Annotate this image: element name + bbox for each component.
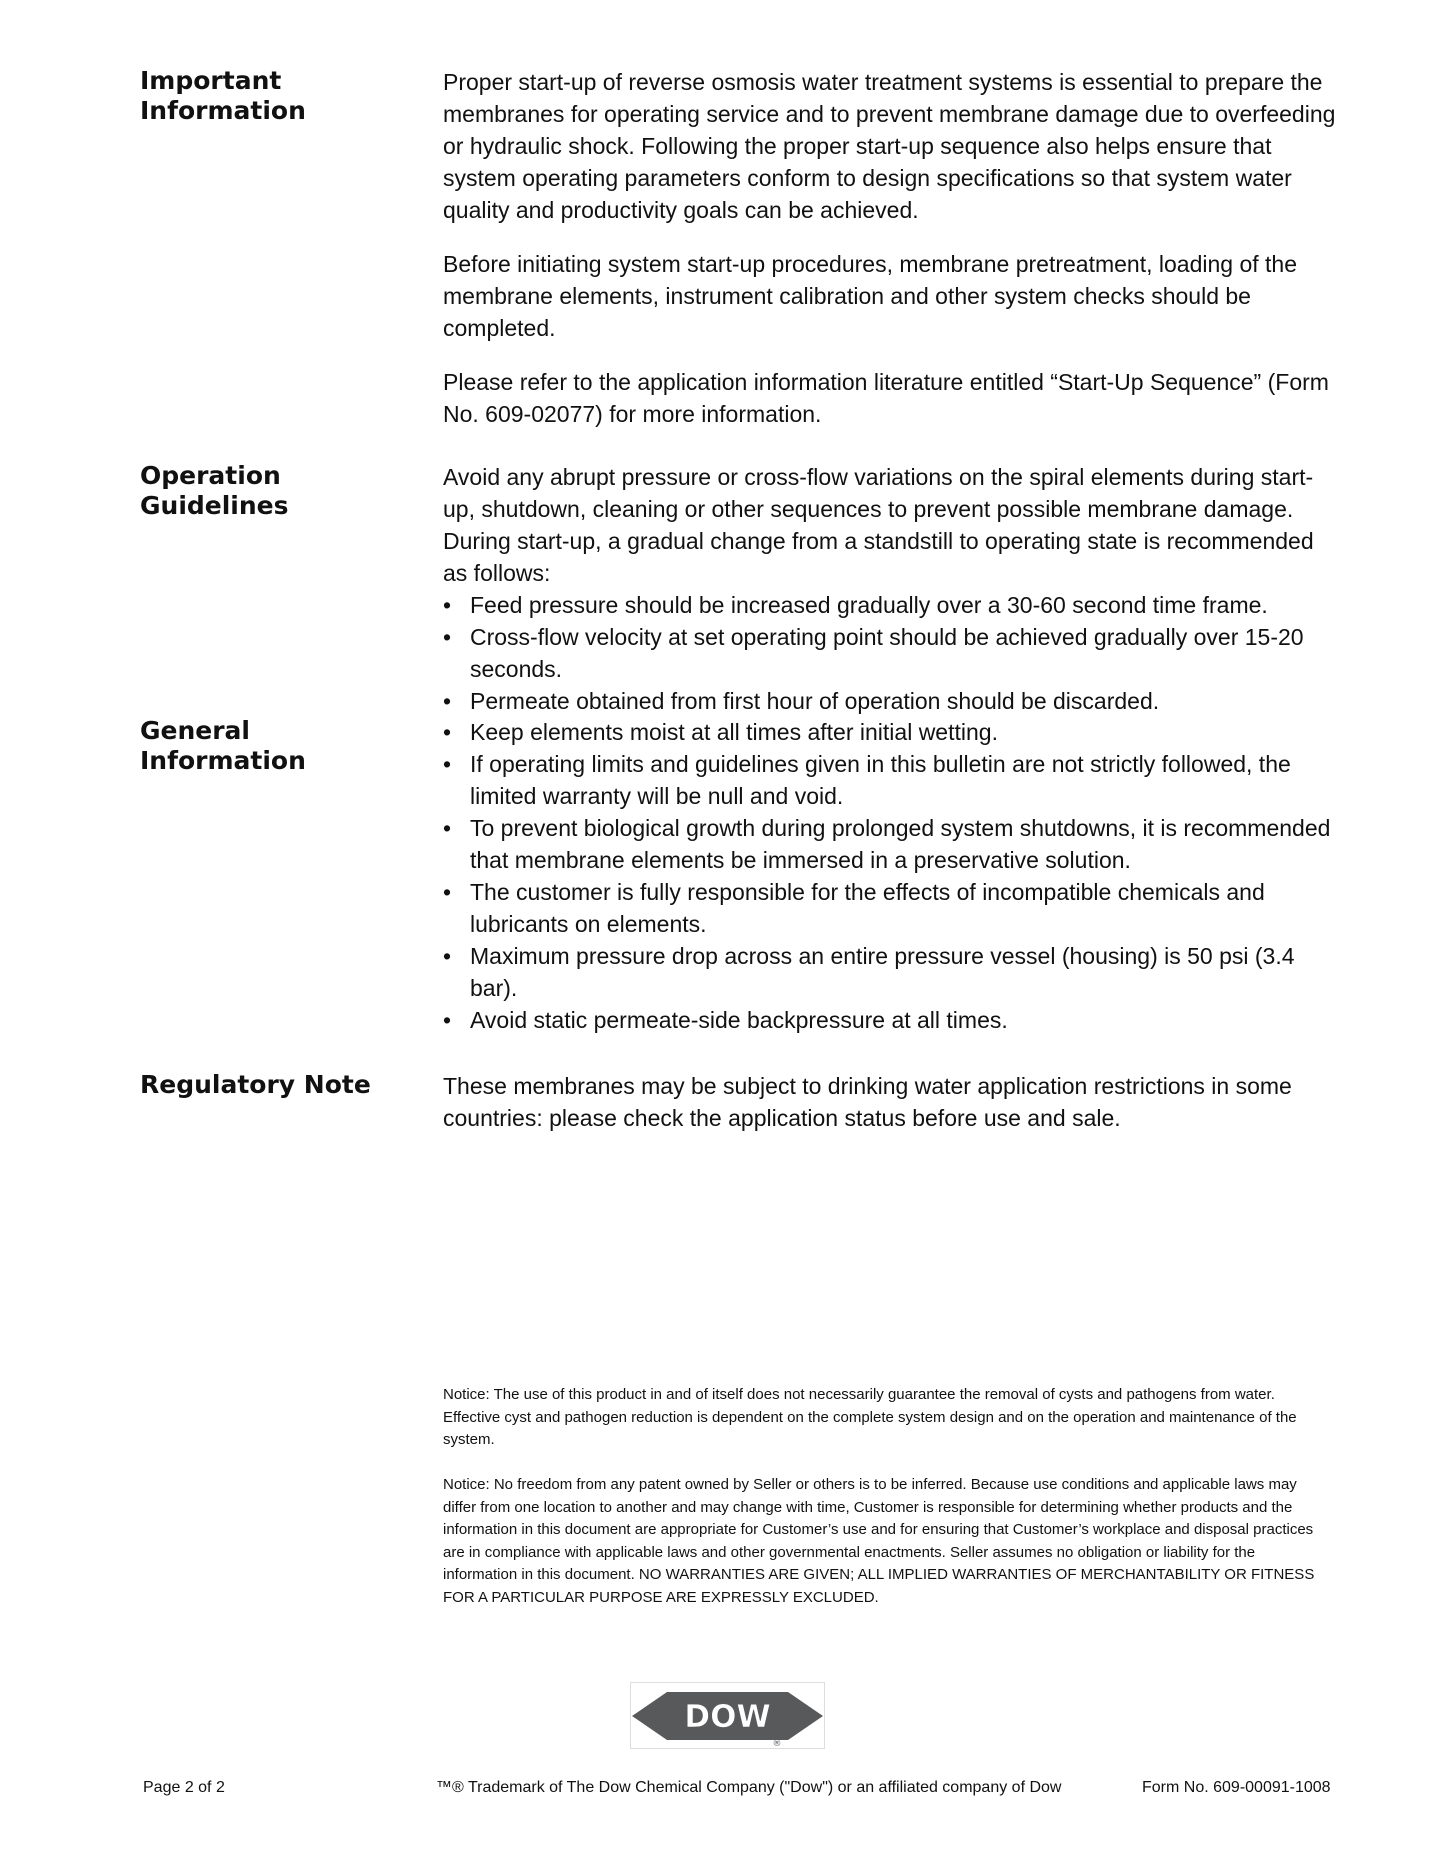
paragraph: Proper start-up of reverse osmosis water treatment systems is essential to prepare the membranes for operating service and to prevent membrane damage due to overfeeding or hydraulic shock. Following the proper start-up sequence also helps ensure that system operating parameters conform to design specifications so that system water quality and productivity goals can be achieved. — [443, 69, 1336, 223]
footer-trademark: ™® Trademark of The Dow Chemical Company ("Dow") or an affiliated company of Dow — [436, 1779, 1062, 1796]
bullet-icon: • — [443, 943, 452, 969]
list-item — [443, 589, 1343, 621]
paragraph: These membranes may be subject to drinking water application restrictions in some countries: please check the application status before use and sale. — [443, 1073, 1292, 1131]
heading-line: Information — [140, 746, 306, 775]
bullet-icon: • — [443, 815, 452, 841]
list-item — [443, 621, 1343, 685]
list-item-text: Permeate obtained from first hour of operation should be discarded. — [470, 688, 1160, 714]
list-item-text: To prevent biological growth during prolonged system shutdowns, it is recommended that membrane elements be immersed in a preservative solution. — [470, 815, 1331, 873]
bullet-icon: • — [443, 624, 452, 650]
list-item-text: Feed pressure should be increased gradually over a 30-60 second time frame. — [470, 592, 1268, 618]
dow-logo — [630, 1682, 825, 1749]
bullet-icon: • — [443, 719, 452, 745]
list-item — [443, 940, 1343, 1004]
heading-line: Operation — [140, 461, 281, 490]
paragraph: Before initiating system start-up procedures, membrane pretreatment, loading of the membrane elements, instrument calibration and other system checks should be completed. — [443, 251, 1297, 341]
bullet-icon: • — [443, 1007, 452, 1033]
section-heading — [140, 66, 400, 126]
dow-logo-graphic — [631, 1683, 824, 1748]
bullet-icon: • — [443, 688, 452, 714]
section-heading — [140, 1070, 440, 1100]
list-item-text: Avoid static permeate-side backpressure at all times. — [470, 1007, 1008, 1033]
section-body — [443, 461, 1343, 717]
list-item-text: Cross-flow velocity at set operating point should be achieved gradually over 15-20 seconds. — [470, 624, 1304, 682]
heading-line: Guidelines — [140, 491, 289, 520]
notice-text: Notice: No freedom from any patent owned by Seller or others is to be inferred. Because use conditions and applicable laws may differ from one location to another and may change with time, Customer is responsible for determining whether products and the information in this document are appropriate for Customer’s use and for ensuring that Customer’s workplace and disposal practices are in compliance with applicable laws and other governmental enactments. Seller assumes no obligation or liability for the information in this document. NO WARRANTIES ARE GIVEN; ALL IMPLIED WARRANTIES OF MERCHANTABILITY OR FITNESS FOR A PARTICULAR PURPOSE ARE EXPRESSLY EXCLUDED. — [443, 1476, 1315, 1606]
paragraph: Avoid any abrupt pressure or cross-flow variations on the spiral elements during start-up, shutdown, cleaning or other sequences to prevent possible membrane damage. During start-up, a gradual change from a standstill to operating state is recommended as follows: — [443, 464, 1314, 586]
heading-line: Important — [140, 66, 282, 95]
section-body — [443, 1070, 1343, 1156]
footer-form-number: Form No. 609-00091-1008 — [1142, 1779, 1331, 1796]
section-body — [443, 66, 1343, 452]
notice-text: Notice: The use of this product in and of itself does not necessarily guarantee the removal of cysts and pathogens from water. Effective cyst and pathogen reduction is dependent on the complete system design and on the operation and maintenance of the system. — [443, 1386, 1297, 1448]
section-body — [443, 716, 1343, 1036]
list-item — [443, 685, 1343, 717]
bullet-list — [443, 589, 1343, 717]
notice-cysts — [443, 1384, 1323, 1452]
heading-line: Information — [140, 96, 306, 125]
list-item — [443, 716, 1343, 748]
section-heading — [140, 716, 400, 776]
list-item — [443, 1004, 1343, 1036]
list-item-text: The customer is fully responsible for the effects of incompatible chemicals and lubricants on elements. — [470, 879, 1265, 937]
list-item-text: Keep elements moist at all times after initial wetting. — [470, 719, 998, 745]
footer-page-number: Page 2 of 2 — [143, 1779, 225, 1796]
bullet-icon: • — [443, 592, 452, 618]
list-item — [443, 748, 1343, 812]
logo-wordmark: DOW — [684, 1699, 771, 1735]
paragraph: Please refer to the application information literature entitled “Start-Up Sequence” (Form No. 609-02077) for more information. — [443, 369, 1329, 427]
heading-line: Regulatory Note — [140, 1070, 371, 1099]
list-item — [443, 876, 1343, 940]
notice-patent-disclaimer — [443, 1474, 1323, 1609]
list-item-text: If operating limits and guidelines given in this bulletin are not strictly followed, the limited warranty will be null and void. — [470, 751, 1291, 809]
bullet-list — [443, 716, 1343, 1036]
heading-line: General — [140, 716, 250, 745]
bullet-icon: • — [443, 879, 452, 905]
list-item — [443, 812, 1343, 876]
bullet-icon: • — [443, 751, 452, 777]
list-item-text: Maximum pressure drop across an entire pressure vessel (housing) is 50 psi (3.4 bar). — [470, 943, 1295, 1001]
section-heading — [140, 461, 400, 521]
registered-mark: ® — [772, 1739, 782, 1748]
